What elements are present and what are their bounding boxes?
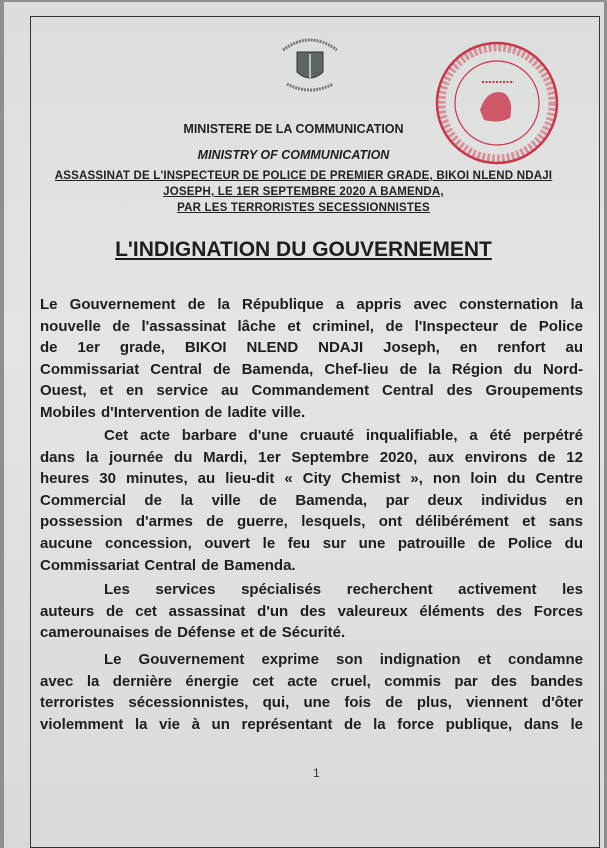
subject-line: PAR LES TERRORISTES SECESSIONNISTES <box>177 202 430 214</box>
paragraph <box>40 294 583 424</box>
subject-line: JOSEPH, LE 1ER SEPTEMBRE 2020 A BAMENDA, <box>163 186 444 198</box>
coat-of-arms-emblem <box>275 28 345 98</box>
text-line: avec la dernière énergie cet acte cruel, commis par des bandes <box>40 672 583 690</box>
document-title: L'INDIGNATION DU GOUVERNEMENT <box>115 238 492 261</box>
text-line: nouvelle de l'assassinat lâche et criminel, de l'Inspecteur de Police <box>40 317 583 335</box>
text-line: auteurs de cet assassinat d'un des valeureux éléments des Forces <box>40 602 583 620</box>
text-line: Cet acte barbare d'une cruauté inqualifiable, a été perpétré <box>104 427 583 444</box>
subject-line: ASSASSINAT DE L'INSPECTEUR DE POLICE DE PREMIER GRADE, BIKOI NLEND NDAJI <box>54 170 553 182</box>
text-line: camerounaises de Défense et de Sécurité. <box>40 624 346 642</box>
text-line: terroristes sécessionnistes, qui, une fois de plus, viennent d'ôter <box>40 694 583 712</box>
ministry-name-en: MINISTRY OF COMMUNICATION <box>197 148 390 162</box>
text-line: aucune concession, ouvert le feu sur une patrouille de Police du <box>40 534 583 552</box>
text-line: de 1er grade, BIKOI NLEND NDAJI Joseph, en renfort au <box>40 339 583 357</box>
page-number: 1 <box>313 766 320 780</box>
text-line: Ouest, et en service au Commandement Central des Groupements <box>40 382 583 400</box>
paragraph <box>40 579 583 644</box>
text-line: Mobiles d'Intervention de ladite ville. <box>40 403 306 421</box>
text-line: dans la journée du Mardi, 1er Septembre 2020, aux environs de 12 <box>40 448 583 466</box>
paragraph <box>40 649 583 735</box>
text-line: Commissariat Central de Bamenda, Chef-lieu de la Région du Nord- <box>40 360 583 378</box>
text-line: Commercial de la ville de Bamenda, par deux individus en <box>40 491 583 509</box>
text-line: Commissariat Central de Bamenda. <box>40 556 296 574</box>
text-line: violemment la vie à un représentant de la force publique, dans le <box>40 715 583 733</box>
text-line: possession d'armes de guerre, lesquels, ont délibérément et sans <box>40 513 583 531</box>
text-line: Le Gouvernement de la République a appris avec consternation la <box>40 296 583 313</box>
paragraph <box>40 425 583 576</box>
text-line: Le Gouvernement exprime son indignation et condamne <box>104 651 583 668</box>
text-line: Les services spécialisés recherchent activement les <box>104 581 583 598</box>
ministry-name-fr: MINISTERE DE LA COMMUNICATION <box>183 122 404 136</box>
text-line: heures 30 minutes, au lieu-dit « City Chemist », non loin du Centre <box>40 470 583 488</box>
